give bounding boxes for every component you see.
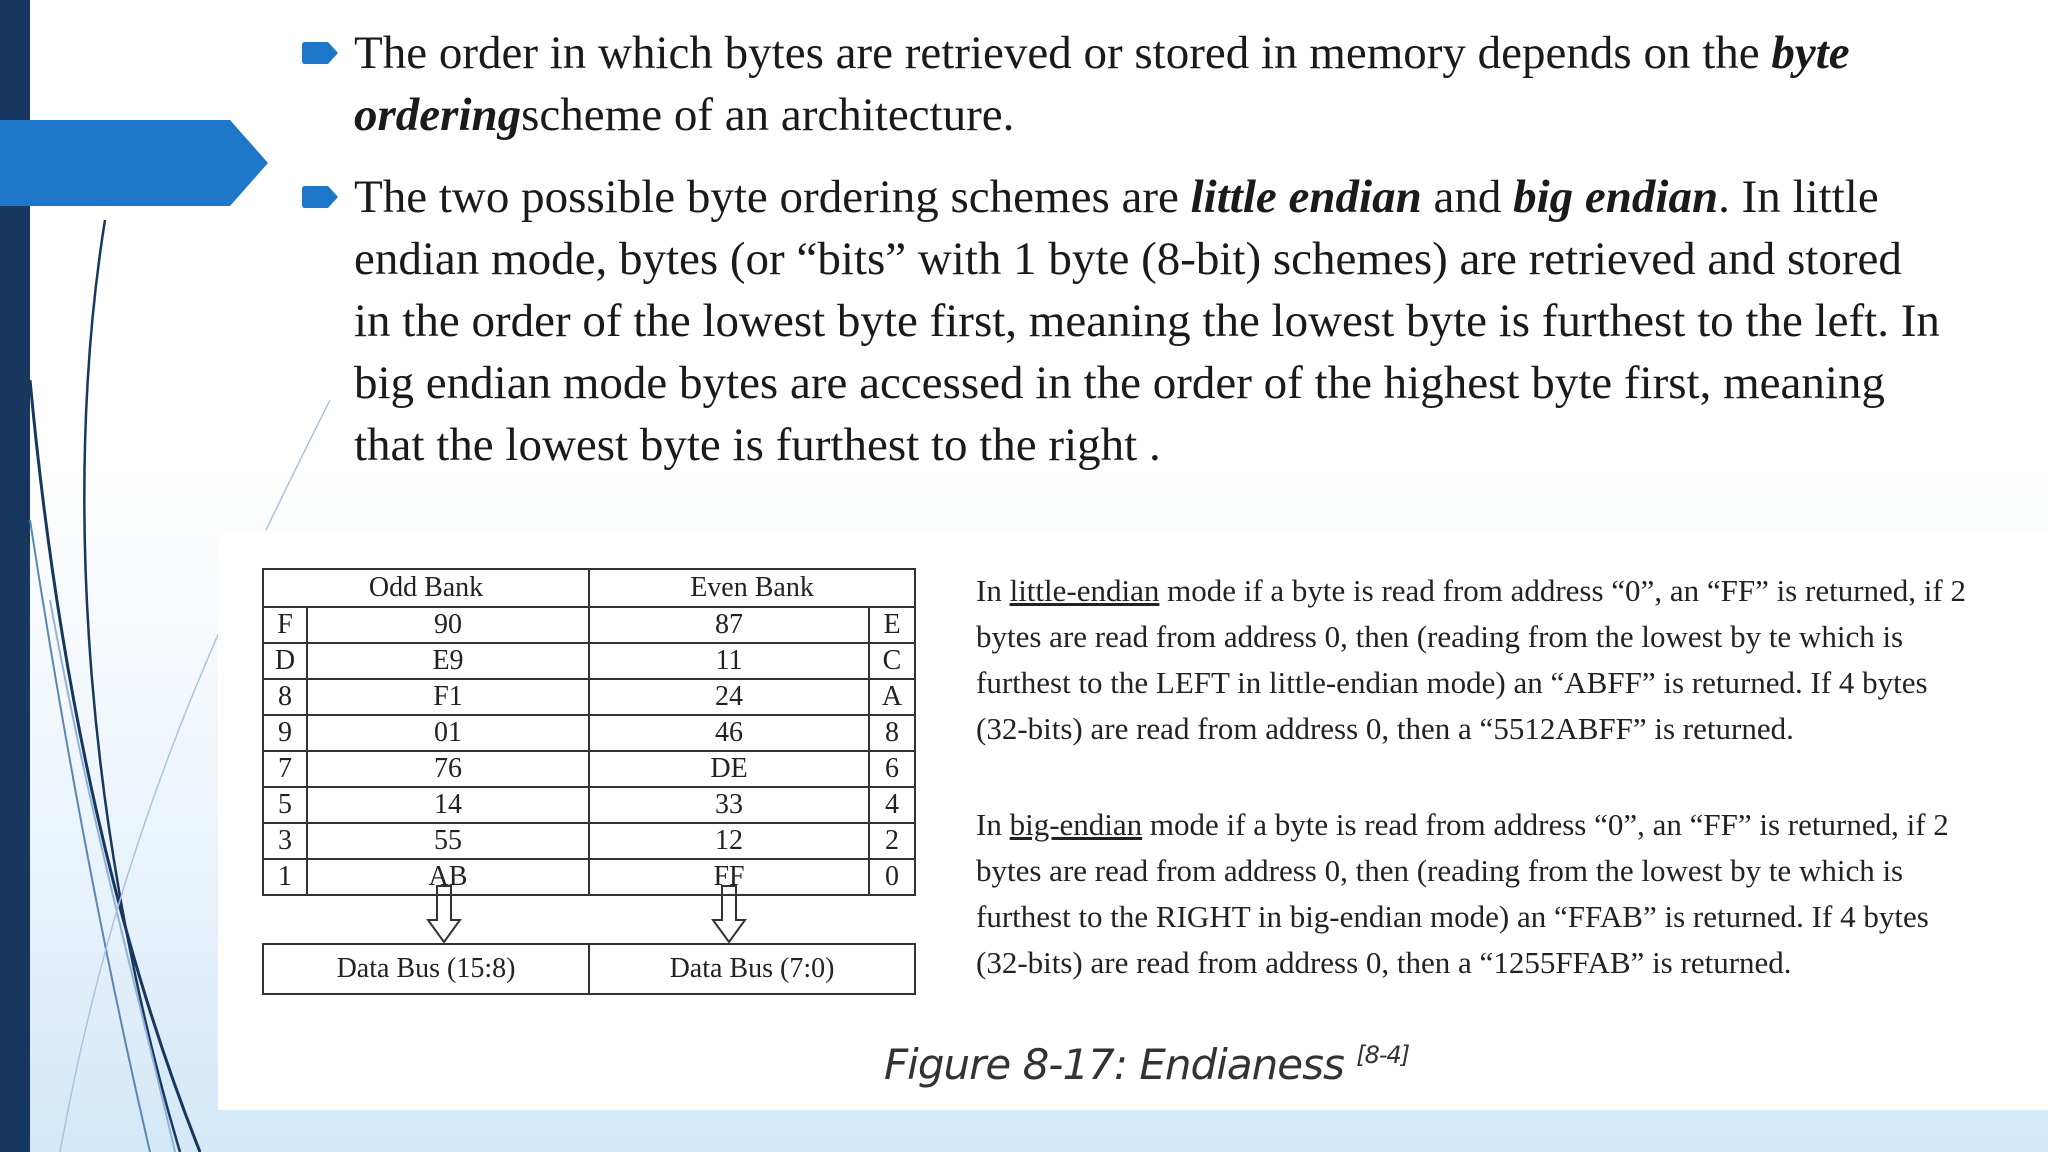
little-pre: In [976,573,1010,608]
even-value-cell: 11 [589,643,869,679]
even-address-cell: A [869,679,915,715]
table-row [263,823,915,859]
even-address-cell: 0 [869,859,915,895]
down-arrow-icon [711,884,747,944]
bullet-2-text-c: . In little endian mode, bytes (or “bits” with 1 byte (8-bit) schemes) are retrieved and stored in the order of the lowest byte first, meaning the lowest byte is furthest to the left. In big endian mode bytes are accessed in the order of the highest byte first, meaning that the lowest byte is furthest to the right . [354,171,1940,471]
bullet-2-bold-big: big endian [1513,171,1719,223]
odd-value-cell: 14 [307,787,589,823]
little-endian-text: mode if a byte is read from address “0”, an “FF” is returned, if 2 bytes are read from address 0, then (reading from the lowest by te which is furthest to the LEFT in little-endian mode) an “ABFF” is returned. If 4 bytes (32-bits) are read from address 0, then a “5512ABFF” is returned. [976,573,1966,746]
odd-address-cell: 1 [263,859,307,895]
bullet-1-text-a: The order in which bytes are retrieved or stored in memory depends on the [354,27,1772,79]
odd-value-cell: F1 [307,679,589,715]
odd-value-cell: 90 [307,607,589,643]
caption-reference: [8-4] [1356,1041,1410,1069]
caption-text: Figure 8-17: Endianess [884,1040,1344,1089]
bullet-2-text-b: and [1421,171,1514,223]
even-value-cell: 46 [589,715,869,751]
memory-bank-table [262,568,916,896]
even-address-cell: 8 [869,715,915,751]
even-address-cell: 4 [869,787,915,823]
odd-address-cell: F [263,607,307,643]
odd-address-cell: 7 [263,751,307,787]
big-endian-text: mode if a byte is read from address “0”, an “FF” is returned, if 2 bytes are read from address 0, then (reading from the lowest by te which is furthest to the RIGHT in big-endian mode) an “FFAB” is returned. If 4 bytes (32-bits) are read from address 0, then a “1255FFAB” is returned. [976,807,1949,980]
down-arrow-icon [426,884,462,944]
odd-address-cell: 8 [263,679,307,715]
bullet-arrow-icon [302,186,338,208]
odd-value-cell: 01 [307,715,589,751]
bullet-2-text-a: The two possible byte ordering schemes are [354,171,1191,223]
even-address-cell: 6 [869,751,915,787]
even-address-cell: E [869,607,915,643]
even-value-cell: 33 [589,787,869,823]
table-header-row [263,569,915,607]
odd-address-cell: D [263,643,307,679]
even-value-cell: DE [589,751,869,787]
data-bus-table [262,943,916,995]
table-row [263,715,915,751]
even-value-cell: 12 [589,823,869,859]
bullet-arrow-icon [302,42,338,64]
odd-address-cell: 3 [263,823,307,859]
even-value-cell: 24 [589,679,869,715]
odd-value-cell: 55 [307,823,589,859]
bullet-list [300,22,1940,476]
odd-value-cell: 76 [307,751,589,787]
table-row [263,944,915,994]
odd-value-cell: E9 [307,643,589,679]
table-row [263,607,915,643]
odd-address-cell: 5 [263,787,307,823]
big-endian-term: big-endian [1009,807,1143,842]
bullet-item-1 [300,22,1940,146]
big-endian-paragraph [976,802,1976,986]
odd-value-cell: AB [307,859,589,895]
bullet-1-text-b: scheme of an architecture. [521,89,1015,141]
data-bus-odd: Data Bus (15:8) [263,944,589,994]
table-row [263,859,915,895]
little-endian-paragraph [976,568,1976,752]
data-bus-even: Data Bus (7:0) [589,944,915,994]
big-pre: In [976,807,1010,842]
even-bank-header: Even Bank [589,569,915,607]
table-row [263,643,915,679]
even-value-cell: 87 [589,607,869,643]
odd-bank-header: Odd Bank [263,569,589,607]
table-row [263,787,915,823]
table-row [263,679,915,715]
bullet-1-bold-term: byte ordering [354,27,1850,141]
accent-arrow-tab [0,120,270,206]
even-value-cell: FF [589,859,869,895]
table-row [263,751,915,787]
little-endian-term: little-endian [1009,573,1160,608]
figure-caption [884,1040,1409,1089]
even-address-cell: C [869,643,915,679]
odd-address-cell: 9 [263,715,307,751]
bullet-item-2 [300,166,1940,476]
even-address-cell: 2 [869,823,915,859]
bullet-2-bold-little: little endian [1190,171,1422,223]
